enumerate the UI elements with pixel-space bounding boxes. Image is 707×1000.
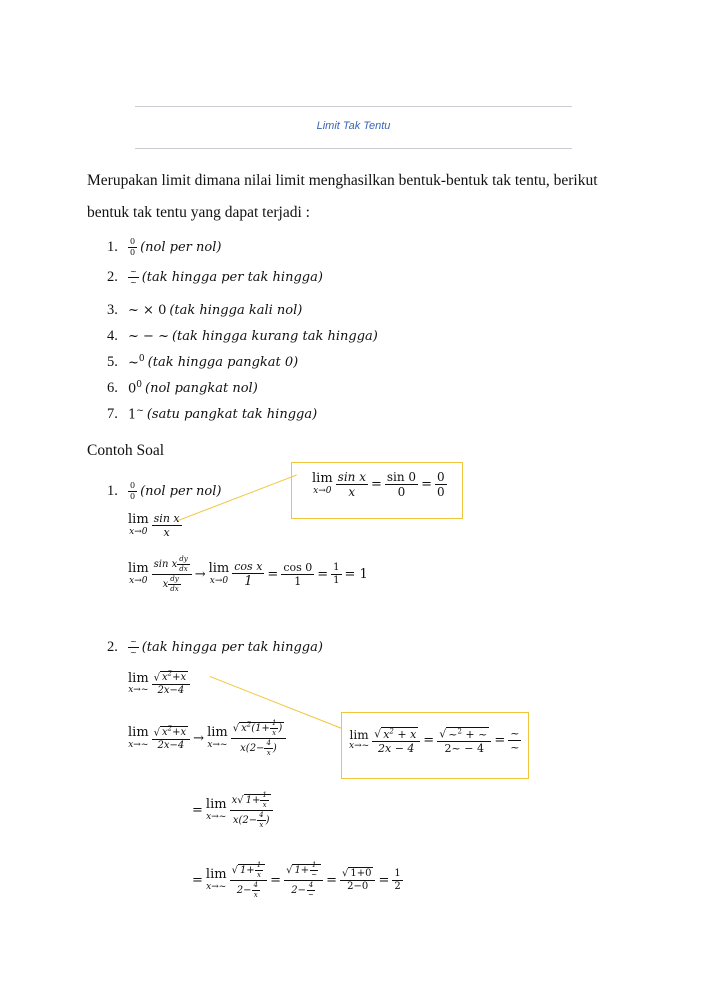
form-item-1: 1. $\frac{0}{0}$ (nol per nol) bbox=[107, 237, 222, 257]
example-2-step-2: = lim x→~ x√ 1+ $\frac{1}{x}$ x(2− $\frac{4}{x}$ ) bbox=[192, 792, 273, 829]
intro-line-2: bentuk tak tentu yang dapat terjadi : bbox=[87, 204, 310, 221]
example-1-callout-expr: lim x→0 $\frac{\text{sin x}}{x}$ = $\frac{\sin 0}{0}$ = $\frac{0}{0}$ bbox=[312, 470, 445, 499]
form-item-6: 6. $0^0$ (nol pangkat nol) bbox=[107, 380, 258, 397]
example-2-step-3: = lim x→~ √ 1+ $\frac{1}{x}$ 2− $\frac{4}{x}$ = √ 1+ $\frac{1}{\sim}$ 2− $\frac{4}{\sim}$ = $\frac{√ 1+0}{2-0}$ = $\frac{1}{2}$ bbox=[192, 861, 401, 899]
example-1-title: 1. $\frac{0}{0}$ (nol per nol) bbox=[107, 481, 222, 501]
header-rule-bottom bbox=[135, 148, 572, 149]
example-2-title: 2. $\frac{\sim}{\sim}$ (tak hingga per tak hingga) bbox=[107, 637, 323, 657]
example-2-expr: lim x→~ $\frac{√ x^2+x}{2x-4}$ bbox=[128, 671, 190, 696]
example-heading: Contoh Soal bbox=[87, 442, 165, 459]
page-header-title: Limit Tak Tentu bbox=[316, 120, 391, 132]
form-item-4: 4. ~ − ~ (tak hingga kurang tak hingga) bbox=[107, 328, 378, 344]
form-item-3: 3. ~ × 0 (tak hingga kali nol) bbox=[107, 302, 303, 318]
example-1-derivation: lim x→0 sin x $\frac{dy}{dx}$ x $\frac{dy}{dx}$ → lim x→0 $\frac{\text{cos x}}{1}$ = $\frac{\cos 0}{1}$ = $\frac{1}{1}$ = 1 bbox=[128, 555, 368, 593]
intro-line-1: Merupakan limit dimana nilai limit menghasilkan bentuk-bentuk tak tentu, berikut bbox=[87, 172, 598, 189]
example-1-expr: lim x→0 $\frac{\text{sin x}}{x}$ bbox=[128, 512, 180, 539]
example-2-step-1: lim x→~ $\frac{√ x^2+x}{2x-4}$ → lim x→~ √ $x^2(1+$ $\frac{1}{x}$ ) x(2− $\frac{4}{x}$ ) bbox=[128, 720, 286, 757]
form-item-2: 2. $\frac{\sim}{\sim}$ (tak hingga per tak hingga) bbox=[107, 267, 323, 287]
header-rule-top bbox=[135, 106, 572, 107]
form-item-7: 7. 1~ (satu pangkat tak hingga) bbox=[107, 406, 318, 423]
form-item-5: 5. ~$^0$ (tak hingga pangkat 0) bbox=[107, 354, 299, 371]
example-2-callout-expr: lim x→~ $\frac{√ x^2 + x}{2x - 4}$ = $\frac{√ \sim^2 + \sim}{2\sim - 4}$ = $\frac{\sim}{\sim}$ bbox=[349, 727, 520, 755]
